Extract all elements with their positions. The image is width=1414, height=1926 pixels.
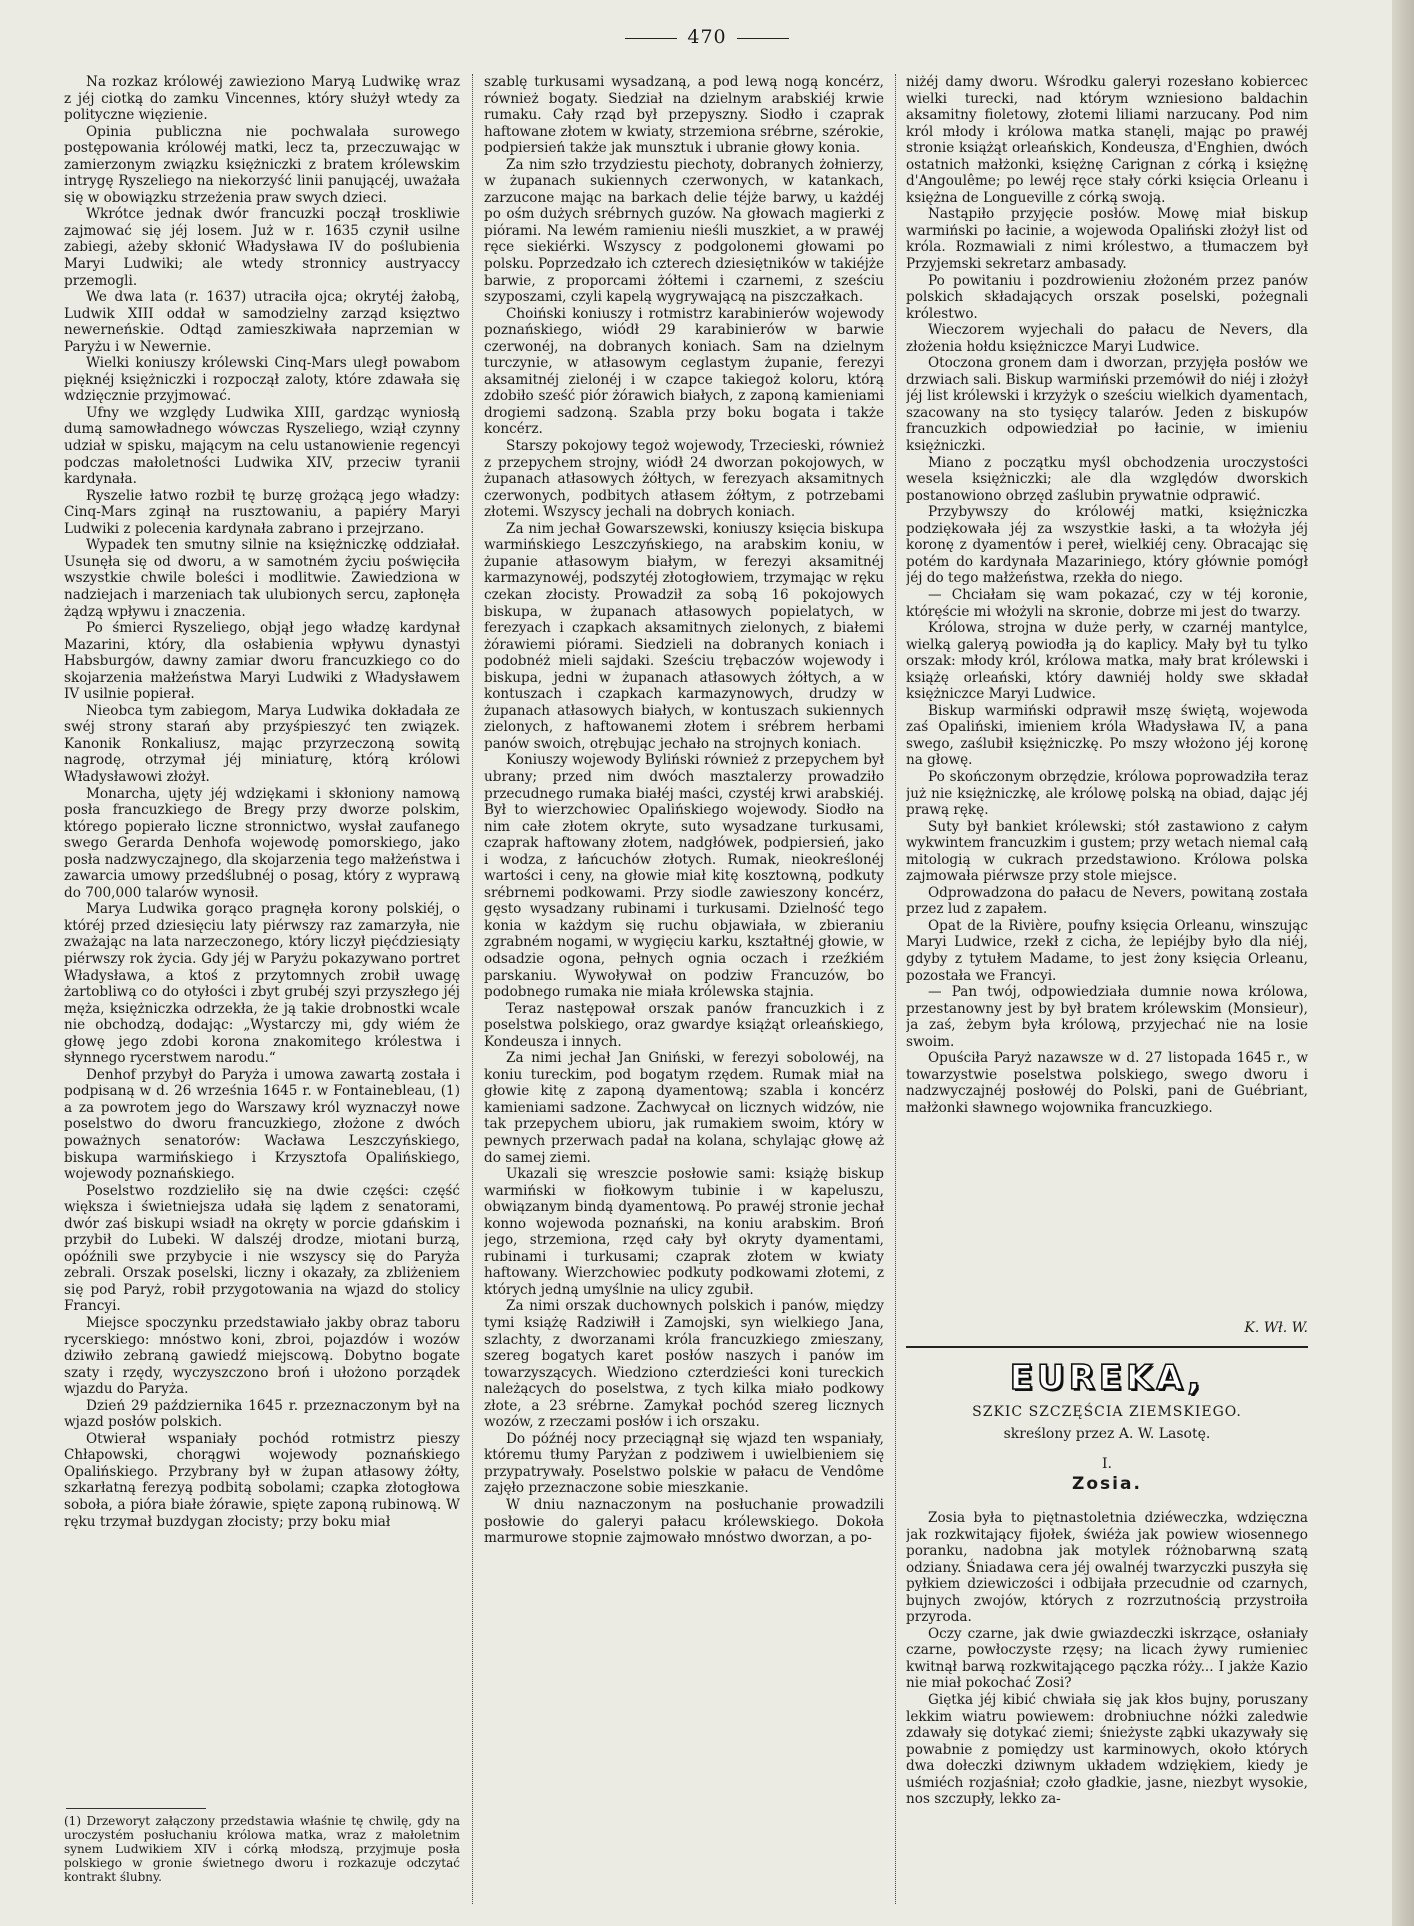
paragraph: Po skończonym obrzędzie, królowa poprowadziła teraz już nie księżniczkę, ale królowę polską na obiad, dając jéj prawą rękę.	[906, 768, 1308, 819]
paragraph: Miejsce spoczynku przedstawiało jakby obraz taboru rycerskiego: mnóstwo koni, zbroi, pojazdów i wozów dziwiło zebraną gawiedź miejscową. Dobytno bogate szaty i rzędy, wyczyszczono broń i ułożono porządek wjazdu do Paryża.	[64, 1315, 460, 1398]
column-2	[484, 74, 884, 1910]
story-byline: skreślony przez A. W. Lasotę.	[1003, 1426, 1211, 1442]
paragraph: Na rozkaz królowéj zawieziono Maryą Ludwikę wraz z jéj ciotką do zamku Vincennes, który służył wtedy za polityczne więzienie.	[64, 74, 460, 124]
story-subtitle: SZKIC SZCZĘŚCIA ZIEMSKIEGO.	[972, 1404, 1242, 1420]
paragraph: Giętka jéj kibić chwiała się jak kłos bujny, poruszany lekkim wiatru powiewem: drobniuchne nóżki zaledwie zdawały się dotykać ziemi; śnieżyste ząbki ukazywały się powabnie z pomiędzy ust karminowych, około których dwa dołeczki dziwnym układem wdziękiem, kiedy je uśmiéch rozjaśniał; czoło gładkie, jasne, niezbyt wysokie, nos szczupły, lekko za-	[906, 1692, 1308, 1808]
story-header	[906, 1358, 1308, 1494]
paragraph: Wieczorem wyjechali do pałacu de Nevers, dla złożenia hołdu księżniczce Maryi Ludwice.	[906, 322, 1308, 355]
paragraph: Odprowadzona do pałacu de Nevers, powitaną została przez lud z zapałem.	[906, 884, 1308, 918]
column-3	[906, 74, 1308, 1394]
chapter-title: Zosia.	[1072, 1474, 1142, 1494]
paragraph: Miano z początku myśl obchodzenia uroczystości wesela księżniczki; ale dla względów dworskich postanowiono obrzęd zaślubin prywatnie odprawić.	[906, 454, 1308, 504]
paragraph: Ukazali się wreszcie posłowie sami: książę biskup warmiński w fiołkowym tubinie i w kapeluszu, obwiązanym bindą dyamentową. Po prawéj stronie jechał konno wojewoda poznański, na koniu arabskim. Broń jego, strzemiona, rzęd cały był okryty dyamentami, rubinami i turkusami; czaprak złotem w kwiaty haftowany. Wierzchowiec podkuty podkowami złotemi, z których jedną umyślnie na ulicy zgubił.	[484, 1166, 884, 1298]
page-edge	[1392, 0, 1414, 1926]
paragraph: Biskup warmiński odprawił mszę świętą, wojewoda zaś Opaliński, imieniem króla Władysława IV, a pana swego, zaślubił księżniczkę. Po mszy włożono jéj koronę na głowę.	[906, 702, 1308, 769]
paragraph: Marya Ludwika gorąco pragnęła korony polskiéj, o któréj przed dziesięciu laty piérwszy raz zamarzyła, nie zważając na lata narzeczonego, który liczył pięćdziesiąty piérwszy rok życia. Gdy jéj w Paryżu pokazywano portret Władysława, a ktoś z przytomnych zrobił uwagę żartobliwą co do otyłości i zbyt grubéj szyi przyszłego jéj męża, księżniczka odrzekła, że ją takie drobnostki wcale nie obchodzą, dodając: „Wystarczy mi, gdy wiém że głowę jego zdobi korona znakomitego królestwa i słynnego rycerstwem narodu.“	[64, 901, 460, 1067]
paragraph: Choiński koniuszy i rotmistrz karabinierów wojewody poznańskiego, wiódł 29 karabinierów w barwie czerwonéj, na dobranych koniach. Sam na dzielnym turczynie, w atłasowym ceglastym żupanie, ferezyi aksamitnéj zielonéj i w czapce takiegoż koloru, którą zdobiło sześć piór żórawich białych, z zaponą kamieniami drogiemi sadzoną. Szabla przy boku bogata i także koncérz.	[484, 305, 884, 438]
paragraph: We dwa lata (r. 1637) utraciła ojca; okrytéj żałobą, Ludwik XIII oddał w samodzielny zarząd księztwo newerneńskie. Odtąd zamieszkiwała naprzemian w Paryżu i w Newernie.	[64, 289, 460, 355]
paragraph: Nastąpiło przyjęcie posłów. Mowę miał biskup warmiński po łacinie, a wojewoda Opaliński złożył list od króla. Rozmawiali z nimi królestwo, a tłumaczem był Przyjemski sekretarz ambasady.	[906, 206, 1308, 273]
paragraph: Ufny we względy Ludwika XIII, gardząc wyniosłą dumą samowładnego wówczas Ryszeliego, wziął czynny udział w spisku, mającym na celu ustanowienie regencyi podczas małoletności Ludwika XIV, przeciw tyranii kardynała.	[64, 404, 460, 488]
paragraph: Koniuszy wojewody Byliński również z przepychem był ubrany; przed nim dwóch masztalerzy prowadziło przecudnego rumaka białéj maści, czystéj krwi arabskiéj. Był to wierzchowiec Opalińskiego wojewody. Siodło na nim całe złotem okryte, suto wysadzane turkusami, czaprak haftowany złotem, nadgłówek, podpiersień, jako i wodza, z łańcuchów złotych. Rumak, nieokreślonéj wartości i ceny, na głowie miał kitę kosztowną, podkuty srébrnemi podkowami. Przy siodle zawieszony koncérz, gęsto wysadzany rubinami i turkusami. Dzielność tego konia w każdym się ruchu objawiała, w zbieraniu zgrabném nogami, w wygięciu karku, kształtnéj głowie, w odsadzie ogona, pełnych ognia oczach i rzeźkiém parskaniu. Wywoływał on podziw Francuzów, bo podobnego rumaka nie miała królewska stajnia.	[484, 752, 884, 1001]
paragraph: Oczy czarne, jak dwie gwiazdeczki iskrzące, osłaniały czarne, powłoczyste rzęsy; na licach żywy rumieniec kwitnął barwą rozkwitającego pączka róży... I jakże Kazio nie miał pokochać Zosi?	[906, 1625, 1308, 1692]
folio-dash-left	[625, 38, 677, 39]
paragraph: — Chciałam się wam pokazać, czy w téj koronie, któręście mi włożyli na skronie, dobrze mi jest do twarzy.	[906, 586, 1308, 620]
article-signature: K. Wł. W.	[1244, 1320, 1308, 1336]
paragraph: Po śmierci Ryszeliego, objął jego władzę kardynał Mazarini, który, dla osłabienia wpływu dynastyi Habsburgów, dawny zamiar dworu francuzkiego co do skojarzenia małżeństwa Maryi Ludwiki z Władysławem IV usilnie popierał.	[64, 620, 460, 703]
paragraph: Za nim jechał Gowarszewski, koniuszy księcia biskupa warmińskiego Leszczyńskiego, na arabskim koniu, w żupanie atłasowym białym, w ferezyi aksamitnéj karmazynowéj, podszytéj złotogłowiem, trzymając w ręku czekan złocisty. Prowadził za sobą 16 pokojowych biskupa, w żupanach atłasowych popielatych, w ferezyach i czapkach aksamitnych zielonych, z białemi żórawiemi piórami. Siedzieli na dobranych koniach i podobnéż mieli sajdaki. Sześciu trębaczów wojewody i biskupa, jedni w żupanach atłasowych żółtych, a w kontuszach i czapkach karmazynowych, drudzy w żupanach atłasowych białych, w kontuszach sukiennych zielonych, z haftowanemi złotem i srébrem herbami panów swoich, otrębując jechało na strojnych koniach.	[484, 520, 884, 752]
paragraph: Nieobca tym zabiegom, Marya Ludwika dokładała ze swéj strony starań aby przyśpieszyć ten związek. Kanonik Ronkaliusz, mając przyrzeczoną sowitą nagrodę, otrzymał jéj miniaturę, którą królowi Władysławowi złożył.	[64, 702, 460, 785]
paragraph: Królowa, strojna w duże perły, w czarnéj mantylce, wielką galeryą powiodła ją do kaplicy. Mały był tu tylko orszak: młody król, królowa matka, mały brat królewski i książę orleański, który dawniéj holdy swe składał księżniczce Maryi Ludwice.	[906, 620, 1308, 703]
column-3-story	[906, 1510, 1308, 1900]
paragraph: Wkrótce jednak dwór francuzki począł troskliwie zajmować się jéj losem. Już w r. 1635 czynił usilne zabiegi, ażeby skłonić Władysława IV do poślubienia Maryi Ludwiki; ale wtedy stronnicy austryaccy przemogli.	[64, 206, 460, 289]
paragraph: Suty był bankiet królewski; stół zastawiono z całym wykwintem francuzkim i gustem; przy wetach niemal całą mitologią w cukrach przedstawiono. Królowa polska zajmowała piérwsze przy stole miejsce.	[906, 818, 1308, 885]
chapter-number: I.	[1102, 1456, 1112, 1472]
paragraph: W dniu naznaczonym na posłuchanie prowadzili posłowie do galeryi pałacu królewskiego. Dokoła marmurowe stopnie zajmowało mnóstwo dworzan, a po-	[484, 1497, 884, 1547]
paragraph: Do późnéj nocy przeciągnął się wjazd ten wspaniały, któremu tłumy Paryżan z podziwem i uwielbieniem się przypatrywały. Poselstwo polskie w pałacu de Vendôme zajęło przeznaczone sobie mieszkanie.	[484, 1430, 884, 1497]
paragraph: Po powitaniu i pozdrowieniu złożoném przez panów polskich składających orszak poselski, pożegnali królestwo.	[906, 272, 1308, 322]
paragraph: Denhof przybył do Paryża i umowa zawartą została i podpisaną w d. 26 września 1645 r. w Fontainebleau, (1) a za powrotem jego do Warszawy król wyznaczył nowe poselstwo do dworu francuzkiego, złożone z dwóch poważnych senatorów: Wacława Leszczyńskiego, biskupa warmińskiego i Krzysztofa Opalińskiego, wojewody poznańskiego.	[64, 1066, 460, 1183]
paragraph: niżéj damy dworu. Wśrodku galeryi rozesłano kobiercec wielki turecki, nad którym wzniesiono baldachin aksamitny fioletowy, złotemi liliami narzucany. Pod nim król młody i królowa matka stanęli, mając po prawéj stronie książąt orleańskich, Kondeusza, d'Enghien, dwóch ostatnich małżonki, księżnę Carignan z córką i księżnę d'Angoulême; po lewéj ręce stały córki księcia Orleanu i księżna de Longueville z córką swoją.	[906, 74, 1308, 206]
paragraph: Otoczona gronem dam i dworzan, przyjęła posłów we drzwiach sali. Biskup warmiński przemówił do niéj i złożył jéj list królewski i krzyżyk o sześciu wielkich dyamentach, szacowany na sto tysięcy talarów. Jeden z biskupów francuzkich odpowiedział po łacinie, w imieniu księżniczki.	[906, 355, 1308, 455]
paragraph: Teraz następował orszak panów francuzkich i z poselstwa polskiego, oraz gwardye książąt orleańskiego, Kondeusza i innych.	[484, 1000, 884, 1050]
column-1	[64, 74, 460, 1854]
paragraph: Opat de la Rivière, poufny księcia Orleanu, winszując Maryi Ludwice, rzekł z cicha, że lepiéjby było dla niéj, gdyby z tytułem Madame, to jest żony księcia Orleanu, pozostała we Francyi.	[906, 917, 1308, 984]
folio-dash-right	[737, 38, 789, 39]
paragraph: Opinia publiczna nie pochwalała surowego postępowania królowéj matki, lecz ta, przeczuwając w zamierzonym związku księżniczki z bratem królewskim intrygę Ryszeliego na niekorzyść linii panującéj, uważała się w obowiązku strzeżenia praw swych dzieci.	[64, 123, 460, 206]
paragraph: szablę turkusami wysadzaną, a pod lewą nogą koncérz, również bogaty. Siedział na dzielnym arabskiéj krwie rumaku. Cały rząd był przepyszny. Siodło i czaprak haftowane złotem w kwiaty, strzemiona srébrne, szérokie, podpiersień także jak munsztuk i ubranie głowy konia.	[484, 74, 884, 157]
paragraph: Za nimi jechał Jan Gniński, w ferezyi sobolowéj, na koniu tureckim, pod bogatym rzędem. Rumak miał na głowie kitę z zaponą dyamentową; szabla i koncérz kamieniami sadzone. Zachwycał on licznych widzów, nie tak przepychem ubioru, jak rumakiem swoim, który w pewnych przerwach padał na kolana, schylając głowę aż do samej ziemi.	[484, 1050, 884, 1166]
column-rule-1	[472, 74, 473, 1904]
paragraph: Ryszelie łatwo rozbił tę burzę grożącą jego władzy: Cinq-Mars zginął na rusztowaniu, a papiéry Maryi Ludwiki z polecenia kardynała zabrano i przejrzano.	[64, 487, 460, 537]
paragraph: Wielki koniuszy królewski Cinq-Mars uległ powabom pięknéj księżniczki i rozpoczął zaloty, które zdawała się wdzięcznie przyjmować.	[64, 355, 460, 405]
paragraph: Starszy pokojowy tegoż wojewody, Trzecieski, również z przepychem strojny, wiódł 24 dworzan pokojowych, w żupanach atłasowych żółtych, w ferezyach aksamitnych czerwonych, podbitych atłasem żółtym, z potrzebami złotemi. Wszyscy jechali na dobrych koniach.	[484, 438, 884, 521]
story-title: EUREKA,	[1009, 1358, 1205, 1398]
paragraph: Otwierał wspaniały pochód rotmistrz pieszy Chłapowski, chorągwi wojewody poznańskiego Opalińskiego. Przybrany był w żupan atłasowy żółty, szkarłatną ferezyą podbitą sobolami; czapka złotogłowa soboła, a pióra białe żórawie, spięte zaponą rubinową. W ręku trzymał buzdygan złocisty; przy boku miał	[64, 1430, 460, 1530]
page-number-text: 470	[687, 26, 727, 48]
page-number	[0, 26, 1414, 48]
paragraph: Wypadek ten smutny silnie na księżniczkę oddziałał. Usunęła się od dworu, a w samotném życiu poświęciła wszystkie chwile boleści i modlitwie. Zawiedziona w nadziejach i marzeniach tak ulubionych sercu, zapłonęła żądzą wpływu i znaczenia.	[64, 537, 460, 620]
paragraph: Za nim szło trzydziestu piechoty, dobranych żołnierzy, w żupanach sukiennych czerwonych, w katankach, zarzucone mając na barkach delie téjże barwy, u każdéj po ośm dużych srébrnych guzów. Na głowach magierki z piórami. Na lewém ramieniu nieśli muszkiet, a w prawéj ręce siekiérki. Wszyscy z podgolonemi głowami po polsku. Poprzedzało ich czterech dziesiętników w takiéjże barwie, z proporcami żółtemi i czarnemi, z sześciu szyposzami, czyli kapelą wygrywającą na piszczałkach.	[484, 156, 884, 306]
footnote-rule	[66, 1808, 206, 1809]
paragraph: Opuściła Paryż nazawsze w d. 27 listopada 1645 r., w towarzystwie poselstwa polskiego, swego dworu i nadzwyczajnéj posłowéj do Polski, pani de Guébriant, małżonki sławnego wojownika francuzkiego.	[906, 1050, 1308, 1116]
paragraph: Poselstwo rozdzieliło się na dwie części: część większa i świetniejsza udała się lądem z senatorami, dwór zaś biskupi wsiadł na okręty w porcie gdańskim i przybił do Lubeki. W dalszéj drodze, miotani burzą, opóźnili swe przybycie i nie wszyscy się do Paryża zebrali. Orszak poselski, liczny i okazały, za zbliżeniem się pod Paryż, robił przygotowania na wjazd do stolicy Francyi.	[64, 1182, 460, 1315]
paragraph: Dzień 29 października 1645 r. przeznaczonym był na wjazd posłów polskich.	[64, 1397, 460, 1431]
section-rule	[906, 1346, 1308, 1348]
column-rule-2	[895, 74, 896, 1904]
paragraph: Monarcha, ujęty jéj wdziękami i skłoniony namową posła francuzkiego de Bregy przy dworze polskim, którego popierało liczne stronnictwo, wysłał zaufanego swego Gerarda Denhofa wojewodę pomorskiego, jako posła nadzwyczajnego, dla skojarzenia tego małżeństwa i zawarcia umowy przedślubnéj o posag, który z wyprawą do 700,000 talarów wynosił.	[64, 785, 460, 901]
footnote: (1) Drzeworyt załączony przedstawia właśnie tę chwilę, gdy na uroczystém posłuchaniu królowa matka, wraz z małoletnim synem Ludwikiem XIV i córką młodszą, przyjmuje posła polskiego w gronie świetnego dworu i rozkazuje odczytać kontrakt ślubny.	[64, 1814, 460, 1884]
paragraph: — Pan twój, odpowiedziała dumnie nowa królowa, przestanowny jest by był bratem królewskim (Monsieur), ja zaś, żebym była królową, przyjechać nie na losie swoim.	[906, 984, 1308, 1050]
paragraph: Za nimi orszak duchownych polskich i panów, między tymi książę Radziwiłł i Zamojski, syn wielkiego Jana, szlachty, z dworzanami króla francuzkiego zmieszany, szereg bogatych karet posłów naszych i panów im towarzyszących. Wiedziono czterdzieści koni tureckich należących do poselstwa, z tych kilka miało podkowy złote, a 23 srébrne. Zamykał pochód szereg licznych wozów, z rzeczami posłów i ich orszaku.	[484, 1298, 884, 1431]
paragraph: Przybywszy do królowéj matki, księżniczka podziękowała jéj za wszystkie łaski, a ta włożyła jéj koronę z dyamentów i pereł, wielkiéj ceny. Obracając się potém do kardynała Mazariniego, który głównie pomógł jéj do tego małżeństwa, rzekła do niego.	[906, 504, 1308, 587]
paragraph: Zosia była to piętnastoletnia dziéweczka, wdzięczna jak rozkwitający fijołek, świéża jak powiew wiosennego poranku, nadobna jak motylek różnobarwną szatą odziany. Śniadawa cera jéj owalnéj twarzyczki puszyła się pyłkiem dziewiczości i odbijała przecudnie od czarnych, bujnych zwojów, których z rozrzutnością przystroiła przyroda.	[906, 1510, 1308, 1626]
